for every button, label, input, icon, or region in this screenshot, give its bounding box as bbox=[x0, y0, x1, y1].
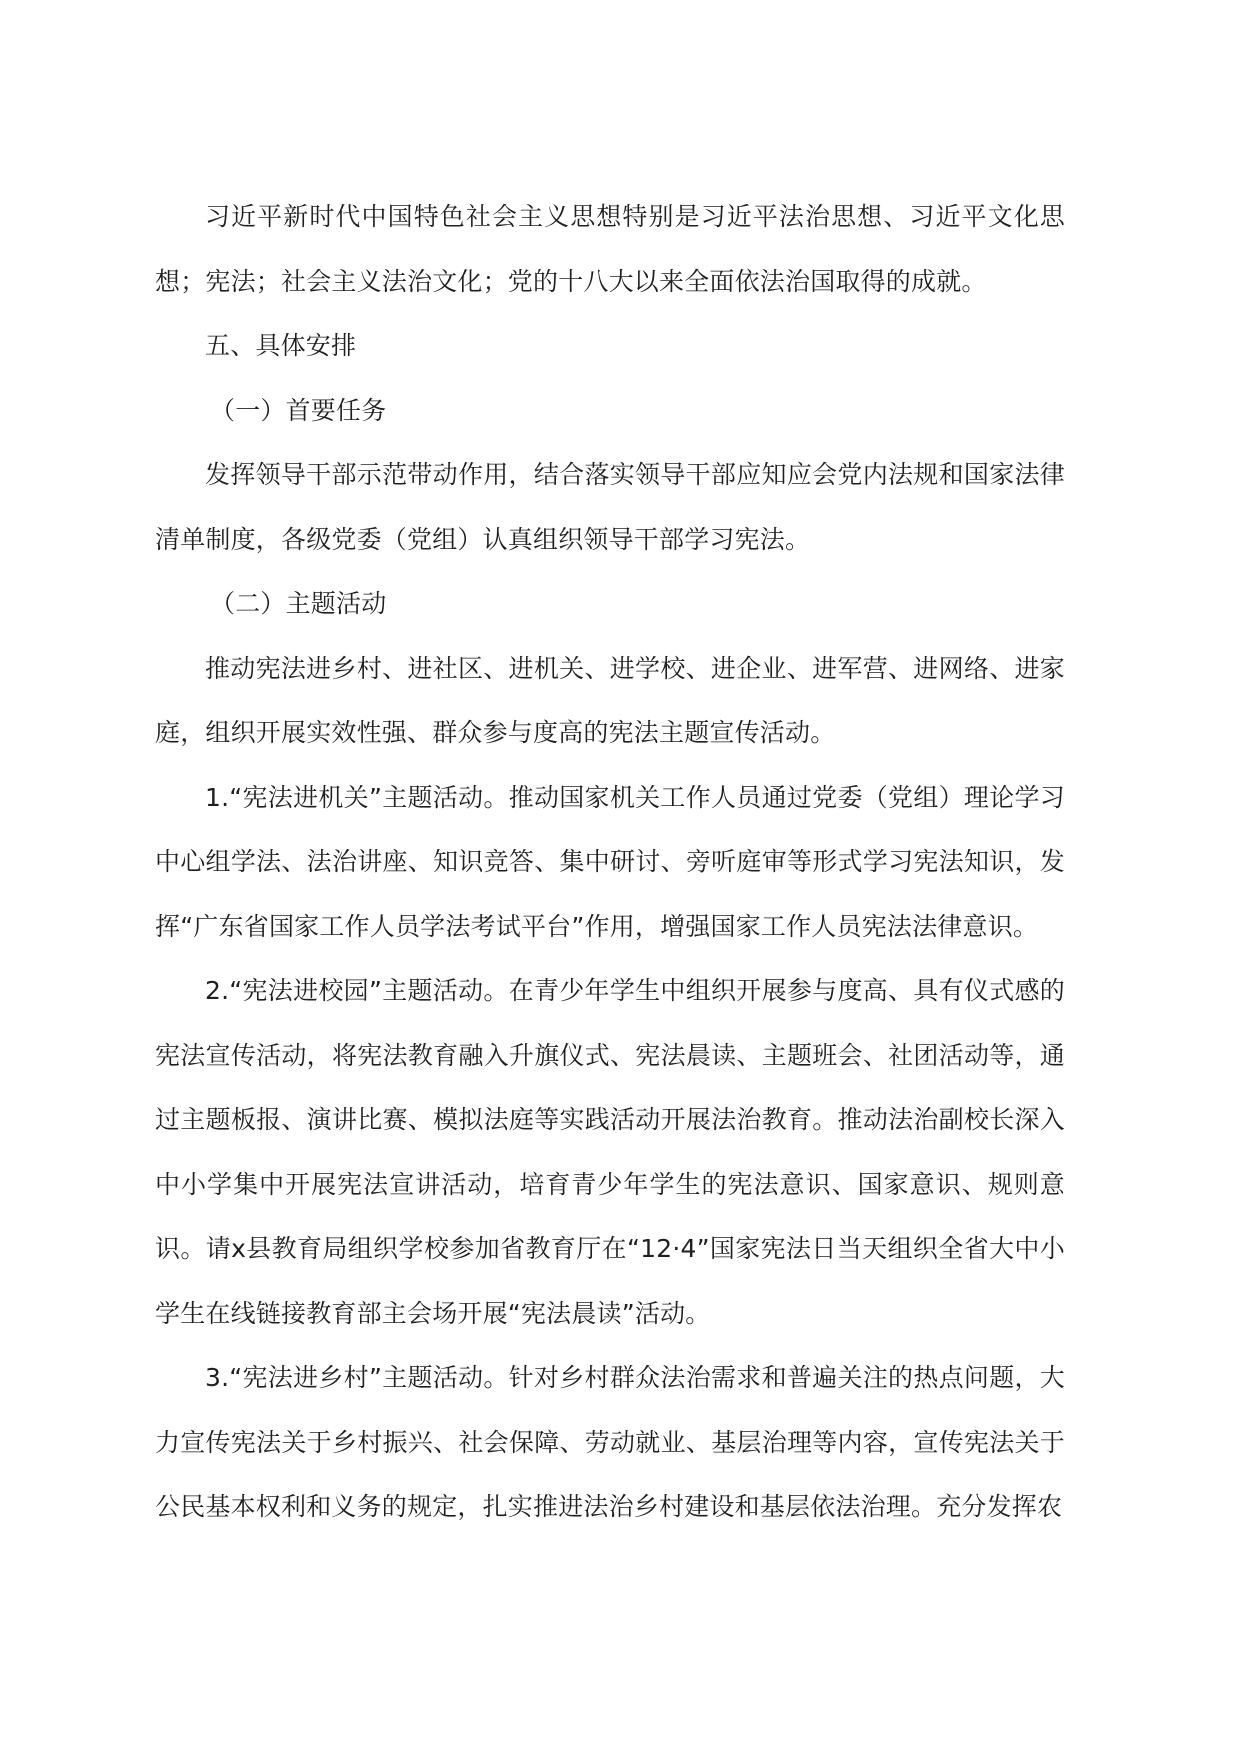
paragraph-theme-activities: 推动宪法进乡村、进社区、进机关、进学校、进企业、进军营、进网络、进家庭，组织开展实效性强、群众参与度高的宪法主题宣传活动。 bbox=[155, 653, 1065, 747]
paragraph-item-3: 3.“宪法进乡村”主题活动。针对乡村群众法治需求和普遍关注的热点问题，大力宣传宪法关于乡村振兴、社会保障、劳动就业、基层治理等内容，宣传宪法关于公民基本权利和义务的规定，扎实推进法治乡村建设和基层依法治理。充分发挥农 bbox=[155, 1363, 1065, 1521]
paragraph-item-2: 2.“宪法进校园”主题活动。在青少年学生中组织开展参与度高、具有仪式感的宪法宣传活动，将宪法教育融入升旗仪式、宪法晨读、主题班会、社团活动等，通过主题板报、演讲比赛、模拟法庭等实践活动开展法治教育。推动法治副校长深入中小学集中开展宪法宣讲活动，培育青少年学生的宪法意识、国家意识、规则意识。请x县教育局组织学校参加省教育厅在“12·4”国家宪法日当天组织全省大中小学生在线链接教育部主会场开展“宪法晨读”活动。 bbox=[155, 976, 1065, 1328]
paragraph-item-1: 1.“宪法进机关”主题活动。推动国家机关工作人员通过党委（党组）理论学习中心组学法、法治讲座、知识竞答、集中研讨、旁听庭审等形式学习宪法知识，发挥“广东省国家工作人员学法考试平台”作用，增强国家工作人员宪法法律意识。 bbox=[155, 782, 1065, 941]
paragraph-study-content: 习近平新时代中国特色社会主义思想特别是习近平法治思想、习近平文化思想；宪法；社会主义法治文化；党的十八大以来全面依法治国取得的成就。 bbox=[155, 202, 1065, 296]
document-body bbox=[155, 185, 1065, 1540]
subsection-heading-theme-activities: （二）主题活动 bbox=[210, 589, 387, 618]
paragraph-primary-task: 发挥领导干部示范带动作用，结合落实领导干部应知应会党内法规和国家法律清单制度，各级党委（党组）认真组织领导干部学习宪法。 bbox=[155, 460, 1065, 554]
subsection-heading-primary-task: （一）首要任务 bbox=[210, 395, 387, 425]
section-heading-arrangements: 五、具体安排 bbox=[205, 331, 357, 360]
